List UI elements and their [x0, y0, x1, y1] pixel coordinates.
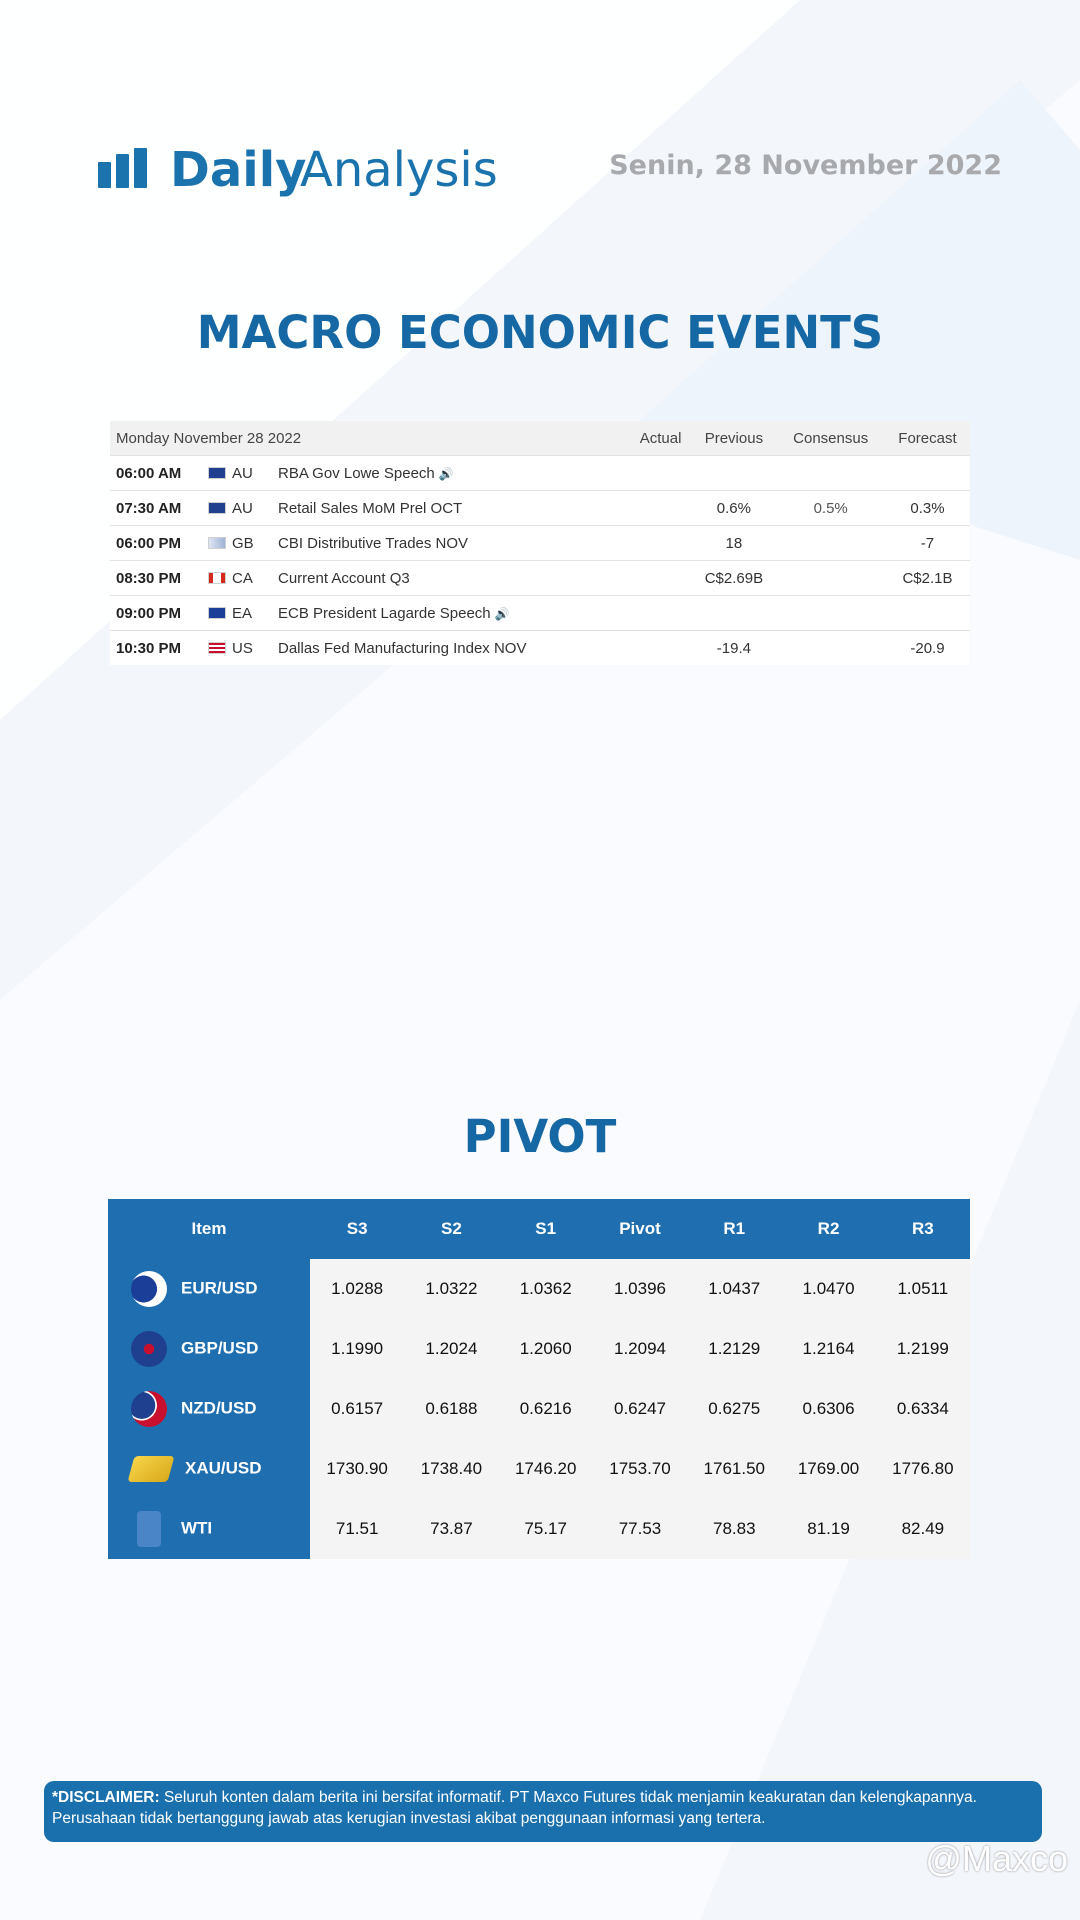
- event-previous: 0.6%: [691, 491, 776, 526]
- pivot-header-row: [108, 1199, 970, 1259]
- macro-event-row: [110, 526, 970, 561]
- event-consensus: [776, 561, 885, 596]
- pivot-item-label: WTI: [181, 1518, 213, 1538]
- pivot-item-label: GBP/USD: [181, 1338, 259, 1358]
- pivot-value: 1.2199: [876, 1319, 970, 1379]
- pivot-value: 0.6188: [404, 1379, 498, 1439]
- pivot-value: 77.53: [593, 1499, 687, 1559]
- event-country: [207, 631, 277, 666]
- pivot-item-label: EUR/USD: [181, 1278, 258, 1298]
- flag-icon: [208, 467, 226, 479]
- event-country: [207, 456, 277, 491]
- pivot-value: 1769.00: [781, 1439, 875, 1499]
- macro-event-row: [110, 456, 970, 491]
- pivot-row: [108, 1379, 970, 1439]
- pivot-value: 0.6247: [593, 1379, 687, 1439]
- pivot-value: 1.2094: [593, 1319, 687, 1379]
- pivot-table: [108, 1199, 970, 1559]
- event-actual: [630, 596, 692, 631]
- bar-chart-icon: [98, 148, 150, 188]
- pivot-header-cell: S3: [310, 1199, 404, 1259]
- event-forecast: 0.3%: [885, 491, 970, 526]
- pivot-value: 78.83: [687, 1499, 781, 1559]
- pivot-value: 1761.50: [687, 1439, 781, 1499]
- page-header: [98, 140, 1002, 200]
- gold-bars-icon: [128, 1456, 175, 1482]
- event-previous: C$2.69B: [691, 561, 776, 596]
- speaker-icon: 🔊: [438, 466, 454, 481]
- event-consensus: [776, 596, 885, 631]
- pivot-value: 81.19: [781, 1499, 875, 1559]
- macro-events-table: [110, 421, 970, 665]
- macro-header-row: [110, 421, 970, 456]
- event-forecast: -7: [885, 526, 970, 561]
- event-name: [277, 456, 630, 491]
- pivot-value: 1776.80: [876, 1439, 970, 1499]
- pivot-header-cell: R3: [876, 1199, 970, 1259]
- pivot-value: 1.2024: [404, 1319, 498, 1379]
- pivot-item-label: XAU/USD: [185, 1458, 262, 1478]
- pivot-row: [108, 1499, 970, 1559]
- event-name: [277, 561, 630, 596]
- macro-event-row: [110, 596, 970, 631]
- event-country: [207, 526, 277, 561]
- event-forecast: C$2.1B: [885, 561, 970, 596]
- actual-header: Actual: [630, 421, 692, 456]
- pivot-value: 1.0322: [404, 1259, 498, 1319]
- pivot-item: [108, 1499, 310, 1559]
- event-consensus: [776, 456, 885, 491]
- event-name: [277, 491, 630, 526]
- pivot-value: 1.0396: [593, 1259, 687, 1319]
- pivot-value: 1.0437: [687, 1259, 781, 1319]
- pivot-header-cell: Item: [108, 1199, 310, 1259]
- pivot-value: 75.17: [499, 1499, 593, 1559]
- event-actual: [630, 491, 692, 526]
- pivot-item-label: NZD/USD: [181, 1398, 257, 1418]
- pivot-item: [108, 1379, 310, 1439]
- oil-barrel-icon: [137, 1511, 161, 1547]
- macro-date-header: Monday November 28 2022: [110, 421, 630, 456]
- brand-daily: Daily: [170, 142, 307, 198]
- forecast-header: Forecast: [885, 421, 970, 456]
- pivot-row: [108, 1319, 970, 1379]
- country-code: EA: [232, 604, 253, 622]
- event-forecast: -20.9: [885, 631, 970, 666]
- country-code: AU: [232, 499, 253, 517]
- event-label: Dallas Fed Manufacturing Index NOV: [278, 639, 527, 657]
- country-code: US: [232, 639, 253, 657]
- uk-flag-icon: [131, 1331, 167, 1367]
- pivot-value: 1730.90: [310, 1439, 404, 1499]
- macro-event-row: [110, 491, 970, 526]
- pivot-value: 82.49: [876, 1499, 970, 1559]
- watermark: @Maxco: [925, 1838, 1068, 1879]
- event-actual: [630, 456, 692, 491]
- consensus-header: Consensus: [776, 421, 885, 456]
- pivot-value: 1.0470: [781, 1259, 875, 1319]
- report-date: Senin, 28 November 2022: [609, 150, 1002, 181]
- pivot-header-cell: Pivot: [593, 1199, 687, 1259]
- speaker-icon: 🔊: [494, 606, 510, 621]
- brand-analysis: Analysis: [300, 142, 498, 198]
- pivot-value: 1746.20: [499, 1439, 593, 1499]
- pivot-row: [108, 1439, 970, 1499]
- event-label: CBI Distributive Trades NOV: [278, 534, 469, 552]
- pivot-value: 0.6275: [687, 1379, 781, 1439]
- event-name: [277, 596, 630, 631]
- pivot-value: 1.2164: [781, 1319, 875, 1379]
- pivot-value: 1.0362: [499, 1259, 593, 1319]
- flag-icon: [208, 502, 226, 514]
- pivot-value: 71.51: [310, 1499, 404, 1559]
- event-previous: -19.4: [691, 631, 776, 666]
- event-forecast: [885, 596, 970, 631]
- pivot-item: [108, 1439, 310, 1499]
- pivot-value: 1738.40: [404, 1439, 498, 1499]
- pivot-header-cell: S1: [499, 1199, 593, 1259]
- disclaimer-box: [44, 1781, 1042, 1842]
- event-time: 07:30 AM: [110, 491, 207, 526]
- pivot-value: 1.1990: [310, 1319, 404, 1379]
- pivot-value: 1.2129: [687, 1319, 781, 1379]
- flag-icon: [208, 607, 226, 619]
- disclaimer-text: Seluruh konten dalam berita ini bersifat informatif. PT Maxco Futures tidak menjamin keakuratan dan kelengkapannya. Perusahaan tidak bertanggung jawab atas kerugian investasi akibat penggunaan informasi yang tertera.: [52, 1789, 977, 1827]
- event-country: [207, 596, 277, 631]
- flag-icon: [208, 572, 226, 584]
- event-consensus: [776, 631, 885, 666]
- pivot-value: 0.6334: [876, 1379, 970, 1439]
- event-forecast: [885, 456, 970, 491]
- event-previous: [691, 456, 776, 491]
- pivot-value: 0.6306: [781, 1379, 875, 1439]
- event-consensus: 0.5%: [776, 491, 885, 526]
- nz-flag-icon: [131, 1391, 167, 1427]
- disclaimer-label: *DISCLAIMER:: [52, 1789, 160, 1806]
- event-actual: [630, 526, 692, 561]
- eu-flag-icon: [131, 1271, 167, 1307]
- pivot-title: PIVOT: [463, 1110, 617, 1163]
- pivot-header-cell: R2: [781, 1199, 875, 1259]
- event-time: 10:30 PM: [110, 631, 207, 666]
- country-code: GB: [232, 534, 254, 552]
- pivot-item: [108, 1319, 310, 1379]
- pivot-value: 0.6216: [499, 1379, 593, 1439]
- event-label: Retail Sales MoM Prel OCT: [278, 499, 463, 517]
- pivot-value: 1753.70: [593, 1439, 687, 1499]
- pivot-row: [108, 1259, 970, 1319]
- macro-title: MACRO ECONOMIC EVENTS: [196, 306, 884, 359]
- country-code: AU: [232, 464, 253, 482]
- pivot-value: 1.0288: [310, 1259, 404, 1319]
- event-previous: 18: [691, 526, 776, 561]
- macro-event-row: [110, 631, 970, 666]
- event-actual: [630, 561, 692, 596]
- pivot-header-cell: S2: [404, 1199, 498, 1259]
- event-label: ECB President Lagarde Speech: [278, 604, 491, 622]
- pivot-header-cell: R1: [687, 1199, 781, 1259]
- pivot-value: 0.6157: [310, 1379, 404, 1439]
- event-time: 09:00 PM: [110, 596, 207, 631]
- event-country: [207, 491, 277, 526]
- flag-icon: [208, 537, 226, 549]
- event-consensus: [776, 526, 885, 561]
- event-name: [277, 526, 630, 561]
- pivot-item: [108, 1259, 310, 1319]
- event-previous: [691, 596, 776, 631]
- event-label: Current Account Q3: [278, 569, 410, 587]
- event-label: RBA Gov Lowe Speech: [278, 464, 435, 482]
- event-country: [207, 561, 277, 596]
- event-time: 06:00 PM: [110, 526, 207, 561]
- previous-header: Previous: [691, 421, 776, 456]
- flag-icon: [208, 642, 226, 654]
- event-time: 08:30 PM: [110, 561, 207, 596]
- pivot-value: 1.2060: [499, 1319, 593, 1379]
- event-name: [277, 631, 630, 666]
- event-time: 06:00 AM: [110, 456, 207, 491]
- event-actual: [630, 631, 692, 666]
- macro-event-row: [110, 561, 970, 596]
- country-code: CA: [232, 569, 253, 587]
- pivot-value: 73.87: [404, 1499, 498, 1559]
- pivot-value: 1.0511: [876, 1259, 970, 1319]
